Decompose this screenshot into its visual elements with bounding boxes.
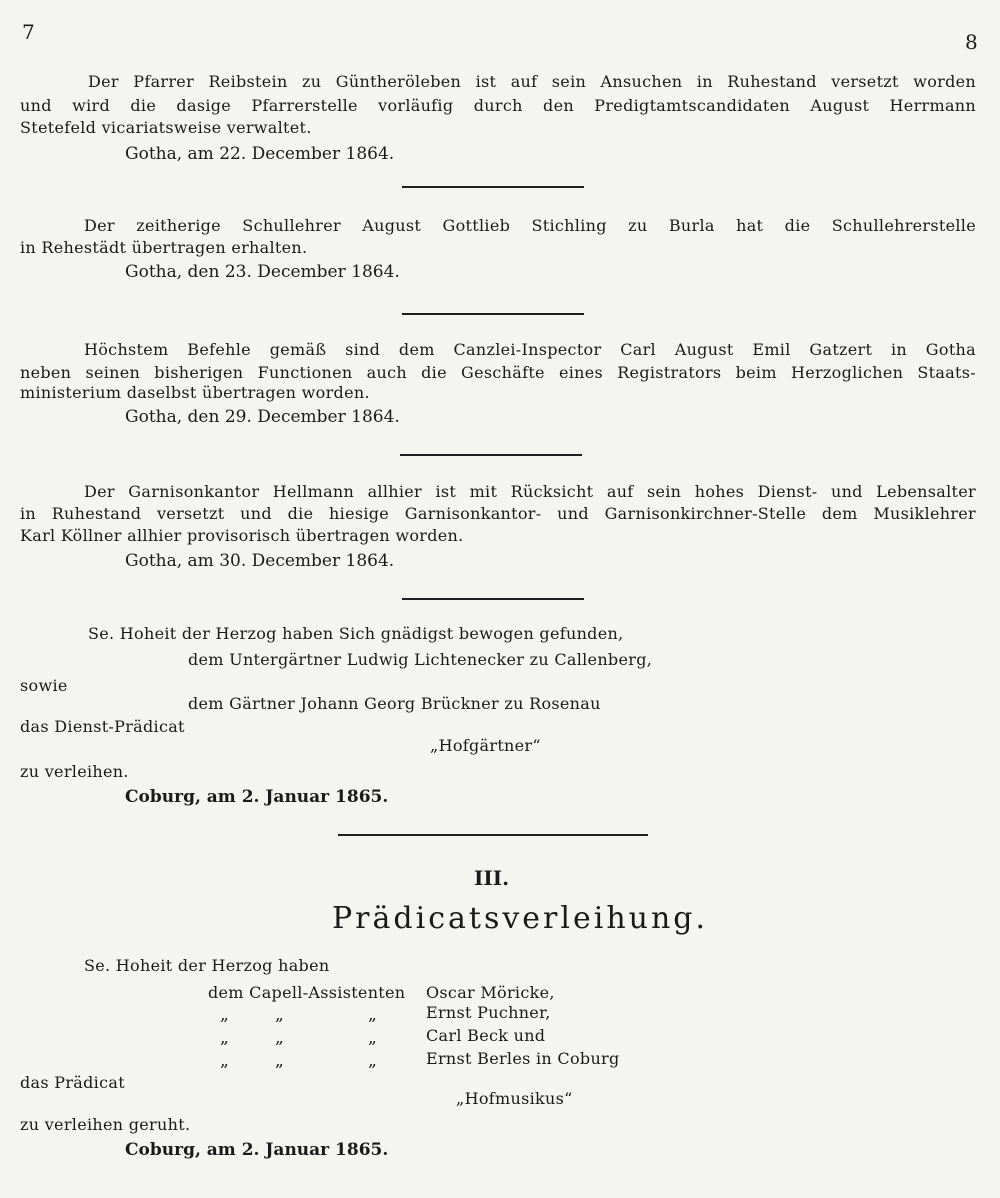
notice-date: Coburg, am 2. Januar 1865. — [125, 1140, 389, 1160]
ditto-mark: „ — [368, 1005, 377, 1025]
notice-line: dem Capell-Assistenten — [208, 983, 406, 1002]
notice-date: Gotha, am 22. December 1864. — [125, 144, 395, 164]
honorary-title: „Hofmusikus“ — [456, 1089, 573, 1108]
honorary-title: „Hofgärtner“ — [430, 736, 541, 755]
notice-line: zu verleihen geruht. — [20, 1115, 191, 1134]
notice-line: dem Untergärtner Ludwig Lichtenecker zu Callenberg, — [188, 650, 653, 669]
section-number: III. — [474, 866, 510, 890]
ditto-mark: „ — [220, 1028, 229, 1048]
notice-line: in Rehestädt übertragen erhalten. — [20, 238, 308, 257]
ditto-mark: „ — [275, 1005, 284, 1025]
separator-rule — [338, 834, 648, 836]
notice-line: Höchstem Befehle gemäß sind dem Canzlei-Inspector Carl August Emil Gatzert in Gotha — [84, 340, 976, 359]
notice-line: Der Pfarrer Reibstein zu Güntheröleben ist auf sein Ansuchen in Ruhestand versetzt worden — [88, 72, 976, 91]
ditto-mark: „ — [368, 1051, 377, 1071]
notice-line: neben seinen bisherigen Functionen auch die Geschäfte eines Registrators beim Herzoglichen Staats- — [20, 363, 976, 382]
page-number-right: 8 — [965, 30, 978, 54]
notice-line: Der Garnisonkantor Hellmann allhier ist mit Rücksicht auf sein hohes Dienst- und Lebensalter — [84, 482, 976, 501]
ditto-mark: „ — [220, 1051, 229, 1071]
notice-line: Der zeitherige Schullehrer August Gottlieb Stichling zu Burla hat die Schullehrerstelle — [84, 216, 976, 235]
notice-line: Se. Hoheit der Herzog haben — [84, 956, 330, 975]
notice-line: das Dienst-Prädicat — [20, 717, 185, 736]
page-number-left: 7 — [22, 20, 35, 44]
recipient-name: Ernst Puchner, — [426, 1003, 551, 1022]
notice-line: Stetefeld vicariatsweise verwaltet. — [20, 118, 312, 137]
notice-date: Gotha, am 30. December 1864. — [125, 551, 395, 571]
notice-date: Gotha, den 23. December 1864. — [125, 262, 400, 282]
notice-line: Karl Köllner allhier provisorisch übertragen worden. — [20, 526, 464, 545]
notice-line: sowie — [20, 676, 68, 695]
notice-date: Gotha, den 29. December 1864. — [125, 407, 400, 427]
notice-line: zu verleihen. — [20, 762, 129, 781]
notice-line: das Prädicat — [20, 1073, 125, 1092]
recipient-name: Ernst Berles in Coburg — [426, 1049, 620, 1068]
ditto-mark: „ — [368, 1028, 377, 1048]
notice-line: dem Gärtner Johann Georg Brückner zu Rosenau — [188, 694, 601, 713]
notice-line: Se. Hoheit der Herzog haben Sich gnädigst bewogen gefunden, — [88, 624, 624, 643]
ditto-mark: „ — [275, 1051, 284, 1071]
separator-rule — [402, 598, 584, 600]
ditto-mark: „ — [275, 1028, 284, 1048]
notice-line: ministerium daselbst übertragen worden. — [20, 383, 370, 402]
section-heading: Prädicatsverleihung. — [332, 901, 709, 936]
ditto-mark: „ — [220, 1005, 229, 1025]
separator-rule — [402, 186, 584, 188]
notice-date: Coburg, am 2. Januar 1865. — [125, 787, 389, 807]
notice-line: und wird die dasige Pfarrerstelle vorläufig durch den Predigtamtscandidaten August Herrmann — [20, 96, 976, 115]
recipient-name: Carl Beck und — [426, 1026, 546, 1045]
recipient-name: Oscar Möricke, — [426, 983, 555, 1002]
notice-line: in Ruhestand versetzt und die hiesige Garnisonkantor- und Garnisonkirchner-Stelle dem Musiklehrer — [20, 504, 976, 523]
separator-rule — [400, 454, 582, 456]
separator-rule — [402, 313, 584, 315]
